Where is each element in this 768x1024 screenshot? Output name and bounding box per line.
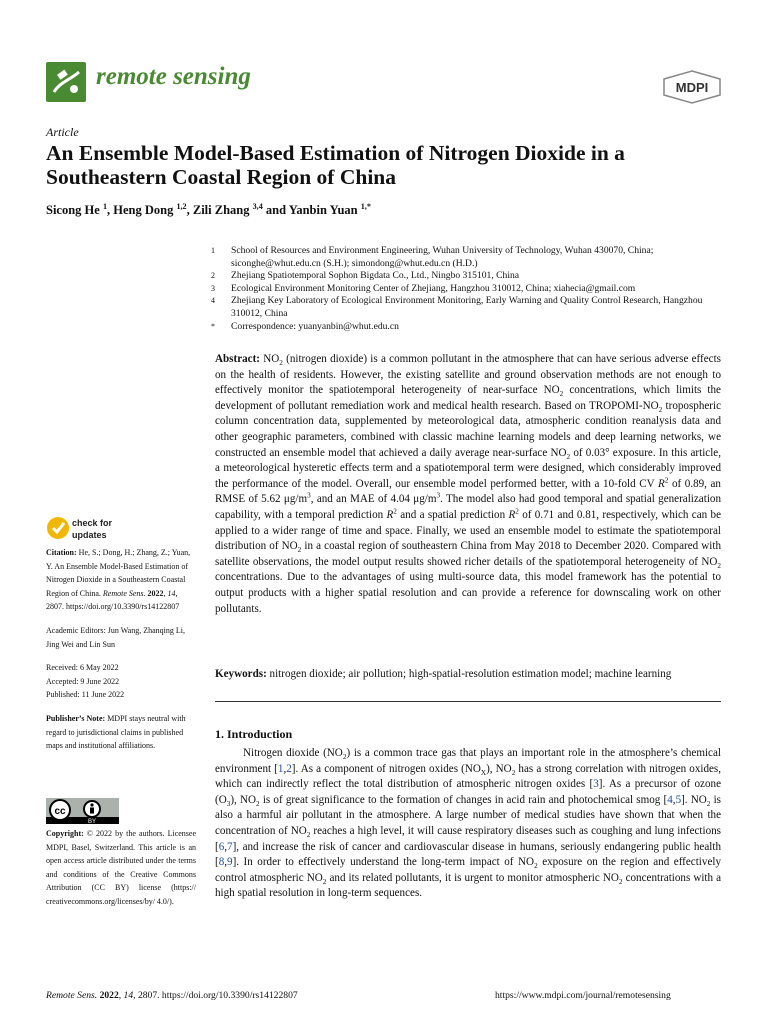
citation-link[interactable]: 7 (227, 840, 233, 853)
chem-subscript: 2 (618, 877, 623, 886)
introduction-body (215, 746, 721, 902)
chem-subscript: 2 (279, 359, 283, 368)
citation-link[interactable]: 3 (593, 778, 599, 791)
math-superscript: 2 (664, 476, 669, 485)
affiliation-text: Ecological Environment Monitoring Center of Zhejiang, Hangzhou 310012, China; xiahecia@gmail.com (231, 282, 636, 294)
affiliation-item (211, 295, 731, 320)
intro-text: and its related pollutants, it is urgent to monitor atmospheric (329, 871, 600, 884)
article-sidebar (46, 546, 196, 763)
abstract-label: Abstract: (215, 353, 260, 365)
math-superscript: 3 (436, 491, 441, 500)
paper-title: An Ensemble Model-Based Estimation of Nitrogen Dioxide in a Southeastern Coastal Region of China (46, 141, 625, 189)
chem-subscript: 3 (226, 800, 231, 808)
intro-text: ]. In order to effectively understand the long-term impact of (232, 856, 514, 869)
affiliation-text: Zhejiang Key Laboratory of Ecological Environment Monitoring, Early Warning and Quality Control Research, Hangzhou 310012, China (231, 295, 703, 319)
chem-subscript: 2 (306, 831, 311, 840)
dates-block (46, 661, 196, 702)
abstract (215, 352, 721, 617)
abstract-text: of 0.89, an RMSE of 5.62 μg/m (215, 477, 721, 506)
footer-doi[interactable]: , 2807. https://doi.org/10.3390/rs14122807 (133, 990, 298, 1001)
affiliation-item (211, 283, 731, 296)
affiliation-mark: 4 (211, 296, 215, 306)
copyright-text: © 2022 by the authors. Licensee MDPI, Basel, Switzerland. This article is an open access article distributed under the terms and conditions of the Creative Commons Attribution (CC BY) license (https:// creativecommons.org/licenses/by/ 4.0/). (46, 829, 197, 906)
abstract-text: (nitrogen dioxide) is a common pollutant in the atmosphere that can have serious adverse effects on the health of residents. However, the existing satellite and ground observation methods are not enough to effectively monitor the spatiotemporal heterogeneity of near-surface (215, 353, 721, 397)
chem-formula: NO (306, 871, 323, 884)
affiliation-item (211, 270, 731, 283)
author-affiliation: 1,* (360, 201, 371, 211)
chem-formula: NO (464, 762, 481, 775)
intro-text: ]. As a precursor of ozone ( (215, 778, 721, 806)
abstract-text: , and an MAE of 4.04 μg/m (310, 493, 437, 506)
chem-subscript: 2 (658, 406, 663, 414)
chem-formula: NO (281, 540, 298, 553)
affiliation-text: Correspondence: yuanyanbin@whut.edu.cn (231, 320, 399, 332)
note-label: Publisher’s Note: (46, 713, 106, 723)
citation-link[interactable]: 5 (675, 793, 682, 806)
author-name: Sicong He (46, 203, 100, 217)
intro-text: ) is a common trace gas that plays an important role in the atmosphere’s chemical environment [ (215, 747, 721, 775)
chem-formula: NO (543, 384, 560, 397)
chem-subscript: 2 (559, 390, 564, 399)
chem-formula: NO (701, 555, 718, 568)
citation-doi: , 2807. https://doi.org/10.3390/rs14122807 (46, 588, 180, 612)
author-list: Sicong He $^1$, Heng Dong $^{1,2}$, Zili Zhang $^{3,4}$ and Yanbin Yuan $^{1,*}$ (46, 201, 371, 217)
citation-label: Citation: (46, 548, 77, 557)
check-for-updates-button[interactable] (46, 514, 136, 544)
chem-subscript: 2 (706, 800, 711, 808)
intro-text: ], and increase the risk of cancer and cardiovascular disease in humans, seriously endangering public health [ (215, 840, 721, 869)
chem-subscript: X (480, 768, 487, 777)
footer-year: 2022 (99, 990, 119, 1001)
affiliation-mark: 1 (211, 246, 215, 255)
chem-formula: NO (518, 856, 535, 869)
citation-link[interactable]: 6 (218, 840, 225, 853)
chem-subscript: 2 (342, 753, 347, 762)
chem-formula: NO (550, 446, 567, 459)
section-divider (215, 701, 721, 702)
abstract-text: in a coastal region of southeastern China from May 2018 to December 2020. Compared with satellite observations, the model output results showed richer details of the spatiotemporal heterogeneity of (215, 540, 722, 568)
intro-text: is also a harmful air pollutant in the atmosphere. A large number of medical studies have shown that when the concentration of (215, 793, 721, 837)
check-updates-icon (46, 514, 136, 544)
copyright-label: Copyright: (46, 829, 84, 838)
footer-citation: Remote Sens. 2022, 14, 2807. https://doi.org/10.3390/rs14122807 (46, 990, 298, 1001)
affiliation-text: Zhejiang Spatiotemporal Sophon Bigdata Co., Ltd., Ningbo 315101, China (231, 270, 520, 282)
keywords-text: nitrogen dioxide; air pollution; high-spatial-resolution estimation model; machine learning (269, 668, 672, 680)
by-label: BY (87, 819, 97, 824)
paragraph: Nitrogen dioxide $(NO_2)$ is a common trace gas that plays an important role in the atmosphere’s chemical environment [1,2]. As a component of nitrogen oxides $(NO_X)$, $NO_2$ has a strong correlation with nitrogen oxides, which can indirectly reflect the total distribution of atmospheric nitrogen oxides [3]. As a precursor of ozone $(O_3)$, $NO_2$ is of great significance to the formation of changes in acid rain and photochemical smog [4,5]. $NO_2$ is also a harmful air pollutant in the atmosphere. A large number of medical studies have shown that when the concentration of $NO_2$ reaches a high level, it will cause respiratory diseases such as coughing and lung infections [6,7], and increase the risk of cancer and cardiovascular disease in humans, seriously endangering public health [8,9]. In order to effectively understand the long-term impact of $NO_2$ exposure on the region and effectively control atmospheric $NO_2$ and its related pollutants, it is urgent to monitor atmospheric $NO_2$ concentrations with a high spatial resolution in long-term sequences. (215, 747, 722, 900)
intro-text: Nitrogen dioxide ( (243, 747, 327, 759)
chem-subscript: 2 (534, 862, 538, 871)
chem-formula: NO (263, 353, 280, 365)
citation-block: Citation: He, S.; Dong, H.; Zhang, Z.; Yuan, Y. An Ensemble Model-Based Estimation of Nitrogen Dioxide in a Southeastern Coastal Region of China. Remote Sens. 2022, 14, 2807. https://doi.org/10.3390/rs14122807 (46, 548, 191, 612)
citation-link[interactable]: 8 (218, 856, 225, 869)
citation-text: He, S.; Dong, H.; Zhang, Z.; Yuan, Y. An Ensemble Model-Based Estimation of Nitrogen Dioxide in a Southeastern Coastal Region of China. (46, 548, 191, 598)
author-affiliation: 1 (102, 201, 108, 211)
academic-editors: Academic Editors: Jun Wang, Zhanqing Li, Jing Wei and Lin Sun (46, 625, 185, 649)
journal-name: remote sensing (96, 63, 251, 90)
abstract-text: . The model also had good temporal and spatial generalization capability, with a temporal prediction (215, 493, 721, 521)
chem-formula: O (218, 793, 227, 806)
math-superscript: 2 (393, 507, 397, 516)
chem-formula: NO (642, 399, 659, 412)
chem-formula: NO (602, 871, 619, 884)
author-affiliation: 3,4 (252, 201, 263, 211)
cc-by-license-icon[interactable] (46, 798, 119, 824)
cc-label: cc (54, 806, 66, 817)
abstract-text: concentrations. Due to the advantages of using multi-source data, this model framework has the potential to output products with a higher spatial resolution and can provide a reference for downscaling work on other pollutants. (215, 571, 721, 615)
citation-link[interactable]: 4 (667, 793, 673, 806)
publisher-note (46, 712, 196, 753)
journal-url-link[interactable]: https://www.mdpi.com/journal/remotesensing (495, 990, 671, 1001)
citation-year: 2022 (147, 588, 164, 598)
abstract-text: of 0.03° exposure. In this article, a meteorological hysteretic effects term and a spatiotemporal term were designed, which considerably improved the performance of the model. Overall, our ensemble model performed better, with a 10-fold CV (215, 446, 721, 490)
chem-formula: NO (239, 793, 257, 806)
chem-formula: NO (495, 762, 512, 775)
math-superscript: 2 (515, 507, 519, 516)
citation-journal: Remote Sens. (102, 588, 146, 598)
publisher-name: MDPI (675, 80, 709, 95)
affiliation-mark: 3 (211, 283, 215, 293)
footer-volume: 14 (123, 990, 134, 1001)
intro-text: ]. As a component of nitrogen oxides ( (291, 762, 465, 775)
intro-text: ), (486, 762, 493, 775)
keywords-label: Keywords: (215, 668, 267, 680)
chem-subscript: 2 (566, 452, 571, 461)
math-symbol: R (386, 508, 394, 521)
keywords (215, 667, 721, 683)
mdpi-logo-icon (662, 70, 722, 104)
affiliation-text: School of Resources and Environment Engineering, Wuhan University of Technology, Wuhan 430070, China; siconghe@whut.edu.cn (S.H.); simondong@whut.edu.cn (H.D.) (231, 245, 654, 269)
citation-link[interactable]: 1 (277, 762, 284, 775)
chem-subscript: 2 (256, 800, 260, 808)
chem-subscript: 2 (322, 877, 327, 886)
copyright-block (46, 827, 196, 909)
intro-text: concentrations with a high spatial resolution in long-term sequences. (215, 871, 722, 900)
author-affiliation: 1,2 (176, 201, 187, 211)
intro-text: reaches a high level, it will cause respiratory diseases such as coughing and lung infections [ (215, 824, 721, 853)
author-name: Yanbin Yuan (288, 203, 358, 217)
intro-text: has a strong correlation with nitrogen oxides, which can indirectly reflect the total distribution of atmospheric nitrogen oxides [ (215, 762, 722, 791)
intro-text: exposure on the region and effectively control atmospheric (215, 856, 721, 884)
affiliation-item (211, 321, 731, 334)
math-symbol: R (658, 477, 665, 490)
intro-text: ), (230, 793, 237, 806)
chem-formula: NO (326, 747, 343, 759)
intro-text: ]. (681, 793, 688, 806)
article-type: Article (46, 125, 79, 139)
updates-label: updates (72, 530, 107, 540)
abstract-text: tropospheric column concentration data, supplemented by meteorological data, atmospheric condition reanalysis data and other geographic parameters, combined with classic machine learning models and deep learning networks, we constructed an ensemble model that achieved a daily average near-surface (215, 399, 721, 459)
accepted-date: Accepted: 9 June 2022 (46, 676, 120, 686)
check-label: check for (72, 518, 113, 528)
journal-logo-icon (46, 62, 86, 102)
abstract-text: of 0.71 and 0.81, respectively, which can be applied to a wider range of time and space. Finally, we used an ensemble model to estimate the spatiotemporal distribution of (215, 508, 722, 553)
affiliation-item (211, 245, 731, 270)
author-name: Zili Zhang (192, 203, 250, 217)
affiliation-mark: * (211, 321, 215, 331)
author-name: Heng Dong (113, 203, 174, 217)
math-superscript: 3 (307, 491, 311, 500)
math-symbol: R (508, 508, 516, 521)
note-text: MDPI stays neutral with regard to jurisdictional claims in published maps and institutional affiliations. (46, 713, 186, 751)
citation-volume: 14 (167, 588, 176, 598)
published-date: Published: 11 June 2022 (46, 690, 125, 700)
section-heading: 1. Introduction (215, 727, 293, 741)
chem-formula: NO (690, 793, 707, 806)
affiliation-mark: 2 (211, 271, 215, 281)
abstract-text: and a spatial prediction (400, 508, 506, 521)
received-date: Received: 6 May 2022 (46, 663, 119, 673)
chem-subscript: 2 (511, 768, 516, 777)
chem-formula: NO (290, 824, 307, 837)
abstract-text: concentrations, which limits the development of pollutant remediation work and medical health research. Based on TROPOMI- (215, 384, 721, 412)
chem-subscript: 2 (297, 546, 302, 555)
intro-text: is of great significance to the formation of changes in acid rain and photochemical smog [ (262, 793, 668, 806)
citation-link[interactable]: 9 (227, 856, 233, 869)
citation-link[interactable]: 2 (286, 762, 292, 775)
affiliations (211, 245, 731, 333)
chem-subscript: 2 (717, 561, 721, 570)
footer-journal: Remote Sens. (46, 990, 98, 1001)
